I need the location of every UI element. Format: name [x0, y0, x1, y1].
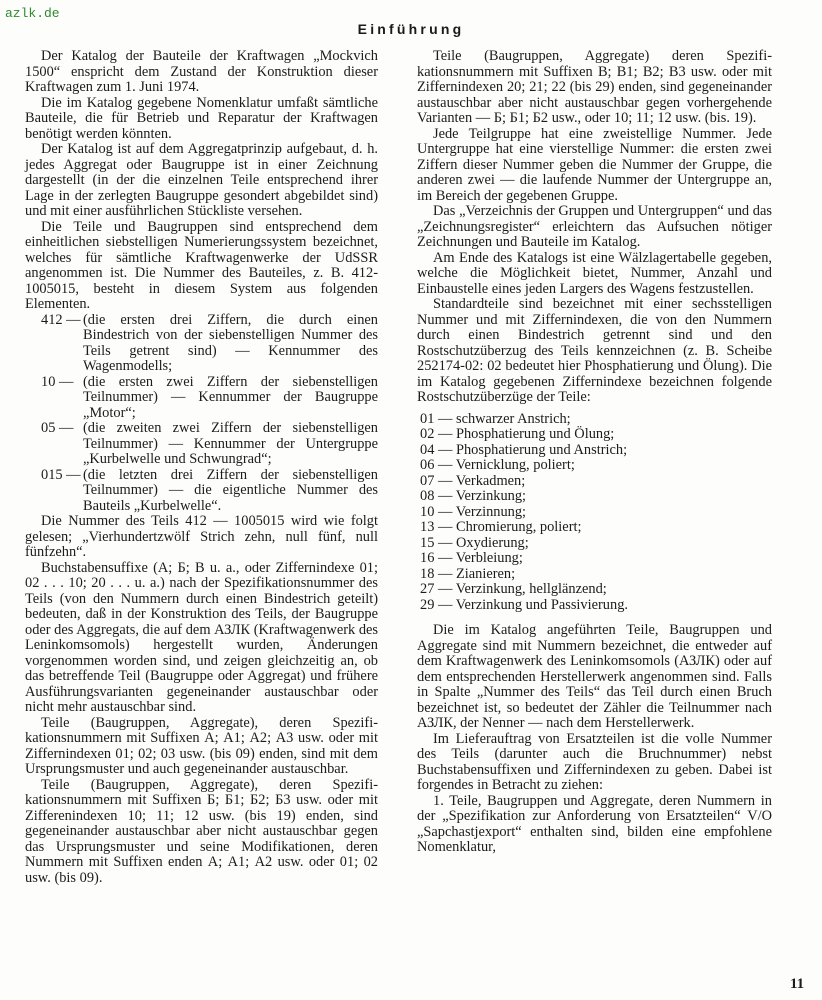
list-item: 15 — Oxydierung;: [420, 534, 529, 551]
list-item: [25, 313, 378, 375]
coating-description: Verzinkung und Passivierung.: [455, 596, 628, 613]
list-item: 16 — Verbleiung;: [420, 550, 523, 566]
element-description: (die ersten zwei Ziffern der siebenstelligen Teilnummer) — Kennummer der Baugruppe „Motor“;: [83, 373, 378, 421]
paragraph: 1. Teile, Baugruppen und Aggregate, deren Nummern in der „Spezifikation zur Anforderung von Ersatzteilen“ V/O „Sapchastjexport“ enthalten sind, bilden eine empfohlene Nomenklatur,: [417, 792, 772, 855]
left-column: [25, 49, 378, 886]
paragraph: Das „Verzeichnis der Gruppen und Untergruppen“ und das „Zeichnungsregister“ erleichtern das Aufsuchen nötiger Zeichnungen und Bauteile im Katalog.: [417, 203, 772, 250]
coating-code: 10: [420, 503, 435, 520]
coating-index-list: [417, 412, 772, 614]
paragraph: Im Lieferauftrag von Ersatzteilen ist die volle Nummer des Teils (darunter auch die Bruchnummer) nebst Buchstabensuffixen und Ziffernindexen zu geben. Dabei ist forgendes in Betracht zu ziehen:: [417, 730, 772, 793]
paragraph: Jede Teilgruppe hat eine zweistellige Nummer. Jede Untergruppe hat eine vierstellige Nummer: die ersten zwei Ziffern dieser Nummer geben die Nummer der Gruppe, die anderen zwei — die laufende Nummer der Untergruppe an, im Bereich der gegebenen Gruppe.: [417, 125, 772, 204]
coating-code: 07: [420, 472, 435, 489]
paragraph: Teile (Baugruppen, Aggregate), deren Spezifikationsnummern mit Suffixen А; А1; А2; А3 usw. oder mit Ziffernindexen 01; 02; 03 usw. (bis 09) enden, sind mit dem Ursprungsmuster und auch gegeneinander austauschbar.: [25, 714, 378, 777]
list-item: [25, 421, 378, 468]
element-description: (die letzten drei Ziffern der siebenstelligen Teilnummer) — die eigentliche Nummer des Bauteils „Kurbelwelle“.: [83, 466, 378, 514]
coating-description: Verzinkung, hellglänzend;: [455, 581, 607, 597]
element-code: 015 —: [41, 466, 81, 483]
watermark: azlk.de: [5, 6, 60, 21]
coating-code: 01: [420, 410, 435, 427]
list-item: 01 — schwarzer Anstrich;: [420, 410, 571, 427]
list-item: 07 — Verkadmen;: [420, 472, 526, 489]
coating-code: 15: [420, 534, 435, 551]
coating-code: 13: [420, 519, 435, 535]
paragraph: Der Katalog ist auf dem Aggregatprinzip aufgebaut, d. h. jedes Aggregat oder Baugruppe ist in einer Zeichnung dargestellt (in der die einzelnen Teile entsprechend ihrer Lage in der zerlegten Baugruppe gesondert abgebildet sind) und mit einer ausführlichen Stückliste versehen.: [25, 141, 378, 219]
coating-description: Verzinkung;: [455, 488, 527, 504]
coating-description: Chromierung, poliert;: [455, 519, 582, 535]
list-item: 08 — Verzinkung;: [420, 488, 527, 504]
paragraph: Teile (Baugruppen, Aggregate), deren Spezifikationsnummern mit Suffixen Б; Б1; Б2; Б3 usw. oder mit Zifferenindexen 10; 11; 12 usw. (bis 19) enden, sind gegeneinander austauschbar aber nicht austauschbar gegen das Ursprungsmuster und seine Modifikationen, deren Nummern mit Suffixen enden А; А1; А2 usw. oder 01; 02 usw. (bis 09).: [25, 776, 378, 886]
element-code: 412 —: [41, 311, 81, 328]
paragraph: Standardteile sind bezeichnet mit einer sechsstelligen Nummer und mit Ziffernindexen, die von den Nummern durch einen Bindestrich getrennt sind und den Rostschutzüberzug des Teils kennzeichnen (z. B. Scheibe 252174-02: 02 bedeutet hier Phosphatierung und Ölung). Die im Katalog gegebenen Ziffernindexe bezeichnen folgende Rostschutzüberzüge der Teile:: [417, 296, 772, 405]
coating-code: 04: [420, 441, 435, 458]
coating-description: schwarzer Anstrich;: [455, 410, 571, 427]
paragraph: Die Nummer des Teils 412 — 1005015 wird wie folgt gelesen; „Vierhundertzwölf Strich zehn, null fünf, null fünfzehn“.: [25, 513, 378, 560]
coating-description: Verzinnung;: [455, 503, 527, 520]
paragraph: Teile (Baugruppen, Aggregate) deren Spezifikationsnummern mit Suffixen В; В1; В2; В3 usw. oder mit Ziffernindexen 20; 21; 22 (bis 29) enden, sind gegeneinander austauschbar aber nicht austauschbar gegen vorhergehende Varianten — Б; Б1; Б2 usw., oder 10; 11; 12 usw. (bis. 19).: [417, 48, 772, 126]
coating-description: Vernicklung, poliert;: [455, 457, 575, 473]
number-elements-list: [25, 313, 378, 515]
paragraph: Am Ende des Katalogs ist eine Wälzlagertabelle gegeben, welche die Möglichkeit bietet, Nummer, Anzahl und Einbaustelle eines jeden Largers des Wagens festzustellen.: [417, 249, 772, 297]
right-column: [417, 49, 772, 856]
coating-code: 02: [420, 426, 435, 442]
coating-description: Verbleiung;: [455, 550, 523, 566]
coating-code: 06: [420, 457, 435, 473]
list-item: 06 — Vernicklung, poliert;: [420, 457, 575, 473]
coating-code: 27: [420, 581, 435, 597]
coating-description: Oxydierung;: [455, 534, 529, 551]
coating-description: Phosphatierung und Anstrich;: [455, 441, 628, 458]
coating-description: Zianieren;: [455, 565, 516, 582]
list-item: 02 — Phosphatierung und Ölung;: [420, 426, 615, 442]
list-item: 10 — Verzinnung;: [420, 503, 527, 520]
paragraph: Der Katalog der Bauteile der Kraftwagen „Mockvich 1500“ enspricht dem Zustand der Konstruktion dieser Kraftwagen zum 1. Juni 1974.: [25, 48, 378, 95]
list-item: 27 — Verzinkung, hellglänzend;: [420, 581, 607, 597]
list-item: 13 — Chromierung, poliert;: [420, 519, 582, 535]
coating-code: 29: [420, 596, 435, 613]
coating-description: Verkadmen;: [455, 472, 526, 489]
paragraph: Die im Katalog angeführten Teile, Baugruppen und Aggregate sind mit Nummern bezeichnet, die entweder auf dem Kraftwagenwerk des Leninkomsomols (АЗЛК) oder auf dem entsprechenden Herstellerwerk angenommen sind. Falls in Spalte „Nummer des Teils“ das Teil durch einen Bruch bezeichnet ist, so bedeutet der Zähler die Teilnummer nach АЗЛК, der Nenner — nach dem Herstellerwerk.: [417, 622, 772, 731]
list-item: 04 — Phosphatierung und Anstrich;: [420, 441, 628, 458]
list-item: [25, 375, 378, 422]
list-item: 18 — Zianieren;: [420, 565, 516, 582]
paragraph: Die im Katalog gegebene Nomenklatur umfaßt sämtliche Bauteile, die für Betrieb und Reparatur der Kraftwagen benötigt werden könnten.: [25, 94, 378, 142]
list-item: 29 — Verzinkung und Passivierung.: [420, 596, 628, 613]
coating-description: Phosphatierung und Ölung;: [455, 426, 615, 442]
element-code: 05 —: [41, 420, 74, 436]
paragraph: Die Teile und Baugruppen sind entsprechend dem einheitlichen siebstelligen Numerierungssystem bezeichnet, welches für sämtliche Kraftwagenwerke der UdSSR angenommen ist. Die Nummer des Bauteiles, z. B. 412-1005015, besteht in diesem System aus folgenden Elementen.: [25, 218, 378, 312]
element-description: (die zweiten zwei Ziffern der siebenstelligen Teilnummer) — Kennummer der Untergruppe „Kurbelwelle und Schwungrad“;: [83, 420, 378, 467]
page-number: 11: [790, 976, 805, 992]
coating-code: 18: [420, 565, 435, 582]
coating-code: 16: [420, 550, 435, 566]
element-code: 10 —: [41, 373, 74, 390]
element-description: (die ersten drei Ziffern, die durch einen Bindestrich von der siebenstelligen Nummer des Teils getrent sind) — Kennummer des Wagenmodells;: [83, 311, 378, 374]
list-item: [25, 468, 378, 515]
paragraph: Buchstabensuffixe (А; Б; В u. a., oder Ziffernindexe 01; 02 . . . 10; 20 . . . u. a.) nach der Spezifikationsnummer des Teils (von den Nummern durch einen Bindestrich geteilt) bedeuten, daß in der Konstruktion des Teils, der Baugruppe oder des Aggregats, die auf dem АЗЛК (Kraftwagenwerk des Leninkomsomols) hergestellt wurden, Änderungen vorgenommen worden sind, und zeigen gleichzeitig an, ob das betreffende Teil (Baugruppe oder Aggregat) und frühere Ausführungsvarianten gegeneinander austauschbar oder nicht mehr austauschbar sind.: [25, 559, 378, 715]
coating-code: 08: [420, 488, 435, 504]
page-title: Einführung: [357, 21, 465, 37]
